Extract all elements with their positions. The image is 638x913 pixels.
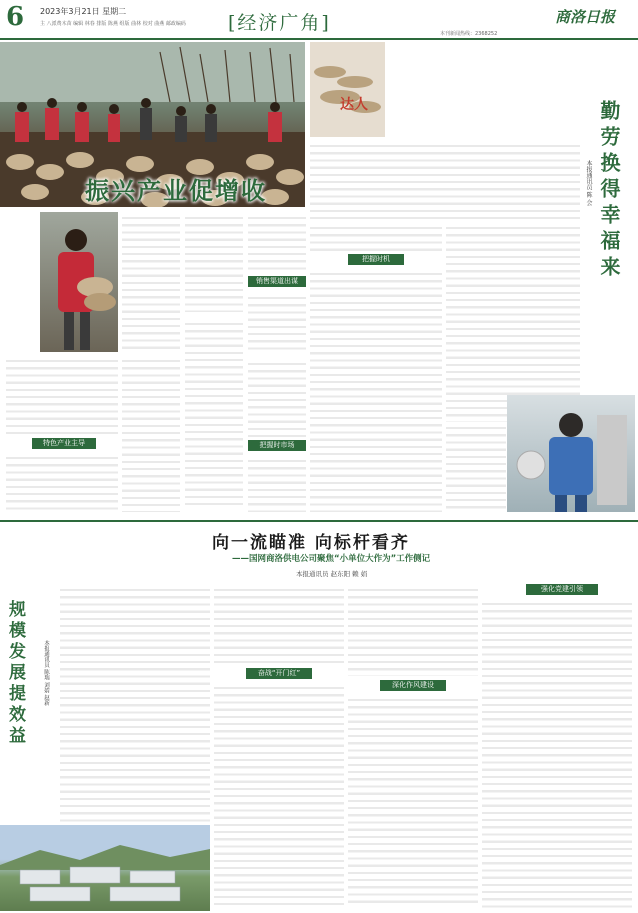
article-body <box>446 422 506 512</box>
news-hotline: 本刊新闻热线：2368252 <box>440 31 498 37</box>
article-body <box>388 42 588 137</box>
article-body <box>185 212 243 312</box>
byline: 本报通讯员 赵东阳 赖 娟 <box>296 570 368 578</box>
article-body <box>185 318 243 510</box>
article-body <box>122 212 180 352</box>
article-body <box>348 584 478 676</box>
article-subhead: 销售渠道出谋 <box>248 276 306 287</box>
article-body <box>446 222 580 422</box>
article-body <box>310 222 442 252</box>
article-body <box>348 694 478 908</box>
photo-illustration <box>0 825 210 911</box>
photo-illustration <box>310 42 385 137</box>
article-subhead: 强化党建引领 <box>526 584 598 595</box>
article-subhead: 把握时市场 <box>248 440 306 451</box>
article-body <box>248 212 306 272</box>
story-title: 规模发展提效益 <box>5 600 25 747</box>
page-number: 6 <box>6 2 25 32</box>
talent-badge: 达人 <box>340 97 368 113</box>
article-subhead: 奋战“开门红” <box>246 668 312 679</box>
article-body <box>6 452 118 512</box>
byline: 本报通讯员 陈 会 <box>585 160 592 206</box>
article-subhead: 深化作风建设 <box>380 680 446 691</box>
article-body <box>6 355 118 435</box>
main-headline: 向一流瞄准 向标杆看齐 <box>212 533 410 553</box>
article-subhead: 把握时机 <box>348 254 404 265</box>
article-body <box>248 292 306 354</box>
section-title: [经济广角] <box>228 12 331 34</box>
article-body <box>122 355 180 512</box>
worker-photo <box>40 212 118 352</box>
article-body <box>60 584 210 822</box>
portrait-photo <box>310 42 385 137</box>
main-subtitle: ——国网商洛供电公司聚焦“小单位大作为”工作侧记 <box>232 554 431 564</box>
issue-date: 2023年3月21日 星期二 <box>40 7 127 16</box>
headline: 振兴产业促增收 <box>85 176 267 205</box>
facility-photo <box>0 825 210 911</box>
editor-line: 主 八派费木苗 编辑 林春 排版 陈燕 组版 曲林 校对 曲燕 邮政编码 <box>40 21 186 27</box>
byline: 本报通讯员 陈瑞 刘婧 赵新 <box>43 640 49 706</box>
newspaper-logo: 商洛日报 <box>555 8 616 26</box>
article-subhead: 特色产业主导 <box>32 438 96 449</box>
story-title: 勤劳换得幸福来 <box>597 100 621 282</box>
article-body <box>214 682 344 908</box>
photo-illustration <box>40 212 118 352</box>
article-body <box>248 455 306 512</box>
article-body <box>214 584 344 664</box>
worker-photo <box>507 395 635 512</box>
photo-illustration <box>507 395 635 512</box>
article-body <box>310 140 580 220</box>
article-body <box>482 598 632 908</box>
article-body <box>310 268 442 512</box>
article-body <box>248 358 306 438</box>
section-divider <box>0 520 638 522</box>
